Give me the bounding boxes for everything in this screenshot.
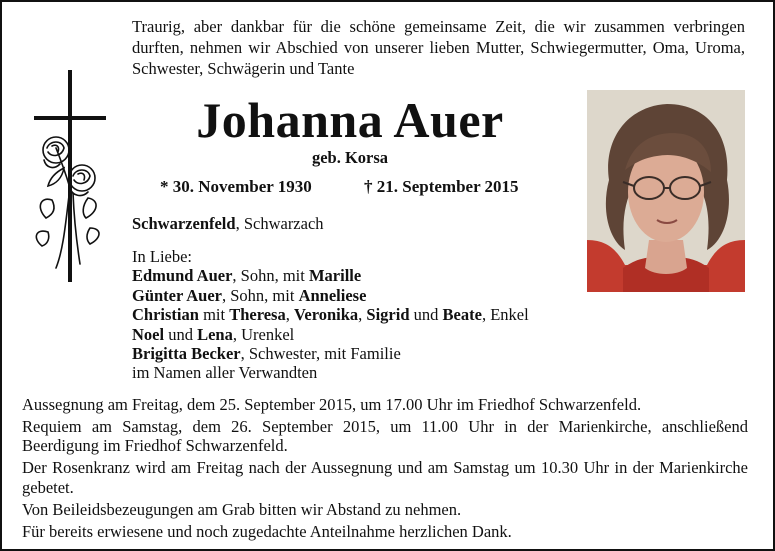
mourner-text: im Namen aller Verwandten (132, 363, 318, 383)
mourner-text: , (358, 305, 367, 325)
mourner-name: Edmund Auer (132, 266, 233, 286)
mourner-line (132, 363, 592, 382)
mourner-line (132, 305, 592, 324)
mourner-name: Noel (132, 324, 165, 344)
portrait-photo (587, 90, 745, 292)
mourner-text: , Urenkel (232, 324, 295, 344)
mourner-name: Marille (308, 266, 362, 286)
detail-paragraph: Aussegnung am Freitag, dem 25. September 2015, um 17.00 Uhr im Friedhof Schwarzenfeld. (22, 395, 642, 414)
mourner-name: Günter Auer (132, 285, 222, 305)
mourner-name: Lena (197, 324, 233, 344)
death-date: † 21. September 2015 (364, 177, 519, 196)
mourner-text: , Sohn, mit (222, 285, 299, 305)
ceremony-details (22, 395, 748, 544)
mourner-name: Sigrid (366, 305, 410, 325)
mourner-text: , Schwester, mit Familie (240, 344, 401, 364)
mourner-text: und (409, 305, 443, 325)
detail-paragraph: Requiem am Samstag, dem 26. September 2015, um 11.00 Uhr in der Marienkirche, anschließend Beerdigung im Friedhof Schwarzenfeld. (22, 417, 748, 456)
detail-paragraph: Für bereits erwiesene und noch zugedachte Anteilnahme herzlichen Dank. (22, 521, 512, 541)
mourners-list (132, 247, 592, 383)
detail-paragraph: Von Beileidsbezeugungen am Grab bitten wir Abstand zu nehmen. (22, 499, 462, 519)
detail-paragraph: Der Rosenkranz wird am Freitag nach der Aussegnung und am Samstag um 10.30 Uhr in der Marienkirche gebetet. (22, 458, 748, 497)
mourner-name: Christian (132, 305, 199, 325)
mourner-name: Anneliese (298, 285, 367, 305)
mourner-text: , Enkel (481, 305, 529, 325)
mourner-line (132, 286, 592, 305)
location-rest: , Schwarzach (235, 214, 324, 233)
mourner-name: Brigitta Becker (132, 344, 241, 364)
cross-with-roses-icon (26, 68, 112, 292)
mourner-text: , Sohn, mit (232, 266, 309, 286)
mourner-text: mit (198, 305, 230, 325)
mourner-line (132, 266, 592, 285)
mourner-text: , (285, 305, 294, 325)
birth-date: * 30. November 1930 (160, 177, 312, 196)
mourners-intro: In Liebe: (132, 247, 193, 266)
mourner-text: und (164, 324, 198, 344)
location-town: Schwarzenfeld (132, 214, 236, 233)
maiden-name: geb. Korsa (311, 148, 389, 167)
mourner-line (132, 344, 592, 363)
mourner-name: Beate (442, 305, 482, 325)
mourner-line (132, 325, 592, 344)
location (132, 213, 324, 234)
mourner-name: Theresa (229, 305, 286, 325)
intro-text: Traurig, aber dankbar für die schöne gemeinsame Zeit, die wir zusammen verbringen durften, nehmen wir Abschied von unserer lieben Mutter, Schwiegermutter, Oma, Uroma, Schwester, Schwägerin und Tante (132, 17, 745, 78)
mourner-name: Veronika (293, 305, 359, 325)
deceased-name: Johanna Auer (196, 92, 504, 148)
